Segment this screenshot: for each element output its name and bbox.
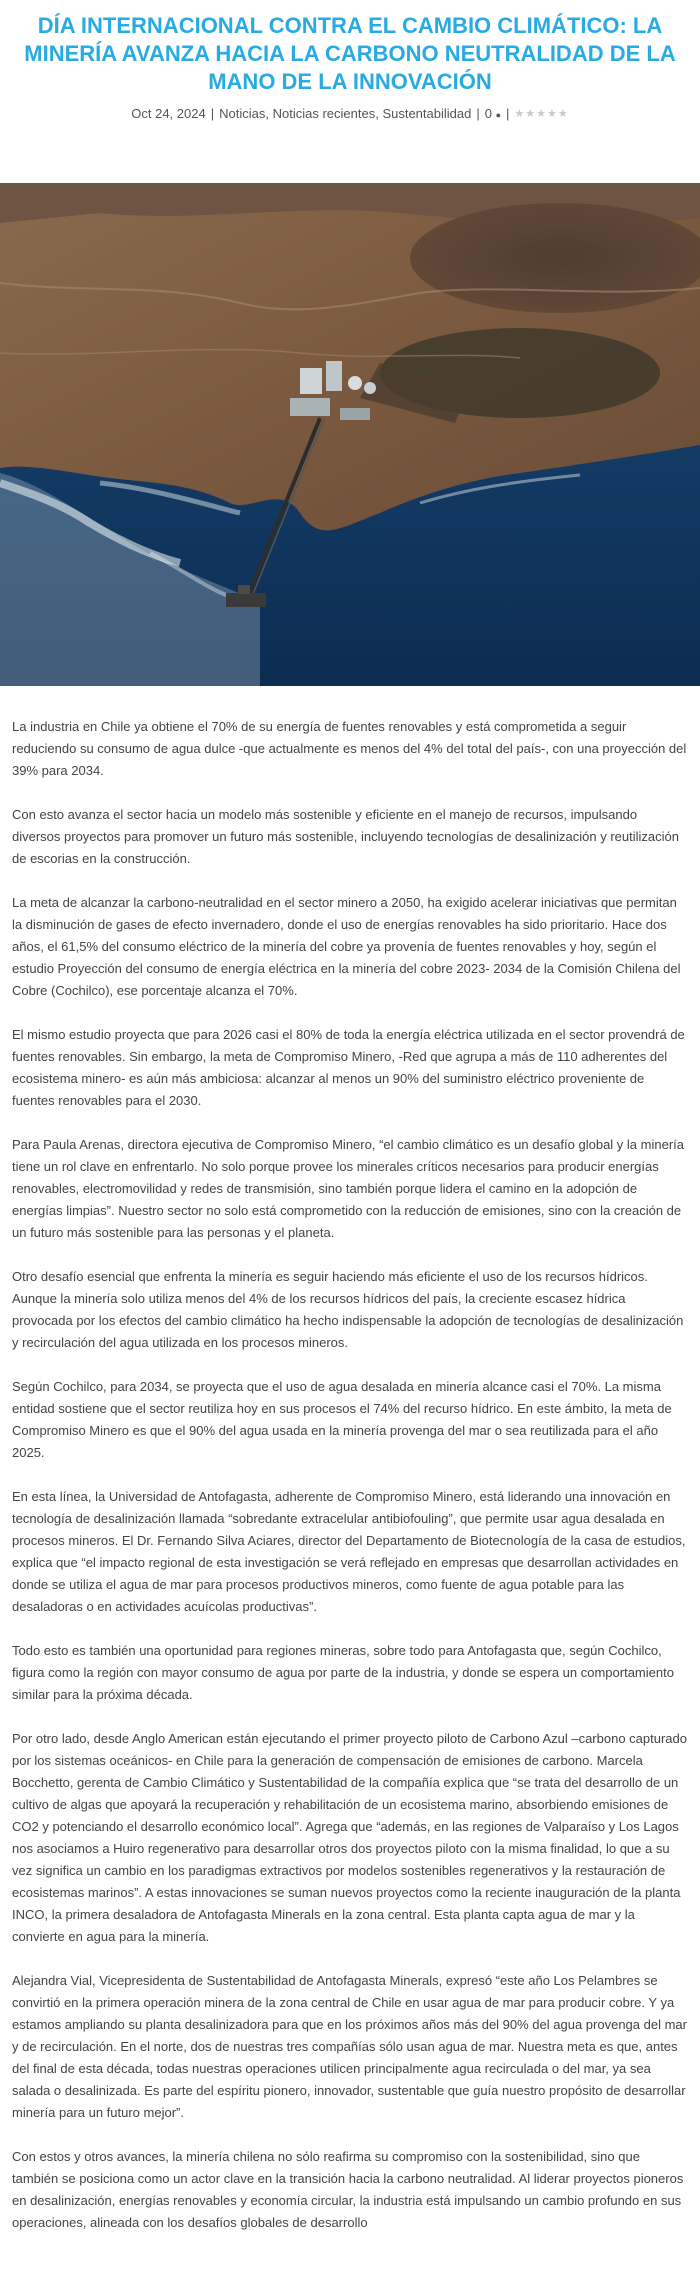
article-paragraph: Con esto avanza el sector hacia un modelo más sostenible y eficiente en el manejo de recursos, impulsando diversos proyectos para promover un futuro más sostenible, incluyendo tecnologías de desalinización y reutilización de escorias en la construcción. xyxy=(12,807,679,866)
article-paragraph: Según Cochilco, para 2034, se proyecta que el uso de agua desalada en minería alcance casi el 70%. La misma entidad sostiene que el sector reutiliza hoy en sus procesos el 74% del recurso hídrico. En este ámbito, la meta de Compromiso Minero es que el 90% del agua usada en la minería provenga del mar o sea reutilizada para el año 2025. xyxy=(12,1379,672,1460)
category-link-sustentabilidad[interactable]: Sustentabilidad xyxy=(382,106,472,121)
category-link-noticias-recientes[interactable]: Noticias recientes xyxy=(272,106,376,121)
meta-separator: | xyxy=(210,106,215,121)
category-separator: , xyxy=(265,106,273,121)
comments-count: 0 xyxy=(484,106,492,121)
article-paragraph: Todo esto es también una oportunidad para regiones mineras, sobre todo para Antofagasta que, según Cochilco, figura como la región con mayor consumo de agua por parte de la industria, y donde se espera un comportamiento similar para la próxima década. xyxy=(12,1643,674,1702)
article-paragraph: Por otro lado, desde Anglo American están ejecutando el primer proyecto piloto de Carbono Azul –carbono capturado por los sistemas oceánicos- en Chile para la generación de compensación de emisiones de carbono. Marcela Bocchetto, gerenta de Cambio Climático y Sustentabilidad de la compañía explica que “se trata del desarrollo de un cultivo de algas que apoyará la recuperación y rehabilitación de un ecosistema marino, absorbiendo emisiones de CO2 y potenciando el desarrollo económico local”. Agrega que “además, en las regiones de Valparaíso y Los Lagos nos asociamos a Huiro regenerativo para desarrollar otros dos proyectos piloto con la misma finalidad, lo que a su vez significa un cambio en los paradigmas extractivos por modelos sostenibles regenerativos y la restauración de ecosistemas marinos”. A estas innovaciones se suman nuevos proyectos como la reciente inauguración de la planta INCO, la primera desaladora de Antofagasta Minerals en la zona central. Esta planta capta agua de mar y la convierte en agua para la minería. xyxy=(12,1731,687,1944)
star-rating-icon: ★★★★★ xyxy=(514,108,569,120)
category-link-noticias[interactable]: Noticias xyxy=(219,106,266,121)
article-paragraph: La meta de alcanzar la carbono-neutralidad en el sector minero a 2050, ha exigido acelerar iniciativas que permitan la disminución de gases de efecto invernadero, donde el uso de energías renovables ha sido prioritario. Hace dos años, el 61,5% del consumo eléctrico de la minería del cobre ya provenía de fuentes renovables y hoy, según el estudio Proyección del consumo de energía eléctrica en la minería del cobre 2023- 2034 de la Comisión Chilena del Cobre (Cochilco), ese porcentaje alcanza el 70%. xyxy=(12,895,681,998)
article-paragraph: El mismo estudio proyecta que para 2026 casi el 80% de toda la energía eléctrica utilizada en el sector provendrá de fuentes renovables. Sin embargo, la meta de Compromiso Minero, -Red que agrupa a más de 110 adherentes del ecosistema minero- es aún más ambiciosa: alcanzar al menos un 90% del suministro eléctrico proveniente de fuentes renovables para el 2030. xyxy=(12,1027,685,1108)
article-paragraph: Alejandra Vial, Vicepresidenta de Sustentabilidad de Antofagasta Minerals, expresó “este año Los Pelambres se convirtió en la primera operación minera de la zona central de Chile en usar agua de mar para producir cobre. Y ya estamos ampliando su planta desalinizadora para que en los próximos años más del 90% del agua provenga del mar y de recirculación. En el norte, dos de nuestras tres compañías sólo usan agua de mar. Nuestra meta es que, antes del final de esta década, todas nuestras operaciones utilicen principalmente agua recirculada o del mar, ya sea salada o desalinizada. Es parte del espíritu pionero, innovador, sustentable que guía nuestro propósito de desarrollar minería para un futuro mejor”. xyxy=(12,1973,687,2120)
article-paragraph: Otro desafío esencial que enfrenta la minería es seguir haciendo más eficiente el uso de los recursos hídricos. Aunque la minería solo utiliza menos del 4% de los recursos hídricos del país, la creciente escasez hídrica provocada por los efectos del cambio climático ha hecho indispensable la adopción de tecnologías de desalinización y recirculación del agua utilizada en los procesos mineros. xyxy=(12,1269,684,1350)
comment-icon: ● xyxy=(495,110,502,120)
post-date: Oct 24, 2024 xyxy=(131,106,206,121)
comments-link[interactable] xyxy=(485,106,501,121)
meta-separator: | xyxy=(506,106,510,121)
hero-image xyxy=(0,183,700,686)
meta-separator: | xyxy=(476,106,480,121)
article-paragraph: La industria en Chile ya obtiene el 70% de su energía de fuentes renovables y está comprometida a seguir reduciendo su consumo de agua dulce -que actualmente es menos del 4% del total del país-, con una proyección del 39% para 2034. xyxy=(12,719,687,778)
post-meta xyxy=(0,106,700,121)
category-separator: , xyxy=(375,106,383,121)
article-paragraph: Con estos y otros avances, la minería chilena no sólo reafirma su compromiso con la sostenibilidad, sino que también se posiciona como un actor clave en la transición hacia la carbono neutralidad. Al liderar proyectos pioneros en desalinización, energías renovables y economía circular, la industria está impulsando un cambio profundo en sus operaciones, alineada con los desafíos globales de desarrollo xyxy=(12,2149,684,2230)
article-body xyxy=(0,686,700,2234)
article-paragraph: En esta línea, la Universidad de Antofagasta, adherente de Compromiso Minero, está liderando una innovación en tecnología de desalinización llamada “sobredante extracelular antibiofouling”, que permite usar agua desalada en procesos mineros. El Dr. Fernando Silva Aciares, director del Departamento de Biotecnología de la casa de estudios, explica que “el impacto regional de esta investigación se verá reflejado en empresas que desarrollan actividades en donde se utiliza el agua de mar para procesos productivos mineros, como fuente de agua potable para las desaladoras o en actividades acuícolas productivas”. xyxy=(12,1489,686,1614)
post-title: DÍA INTERNACIONAL CONTRA EL CAMBIO CLIMÁTICO: LA MINERÍA AVANZA HACIA LA CARBONO NEUTRALIDAD DE LA MANO DE LA INNOVACIÓN xyxy=(24,13,676,94)
post-categories xyxy=(219,106,471,121)
article-paragraph: Para Paula Arenas, directora ejecutiva de Compromiso Minero, “el cambio climático es un desafío global y la minería tiene un rol clave en enfrentarlo. No solo porque provee los minerales críticos necesarios para producir energías renovables, electromovilidad y redes de transmisión, sino también porque lidera el camino en la adopción de energías limpias”. Nuestro sector no solo está comprometido con la reducción de emisiones, sino con la creación de un futuro más sostenible para las personas y el planeta. xyxy=(12,1137,684,1240)
